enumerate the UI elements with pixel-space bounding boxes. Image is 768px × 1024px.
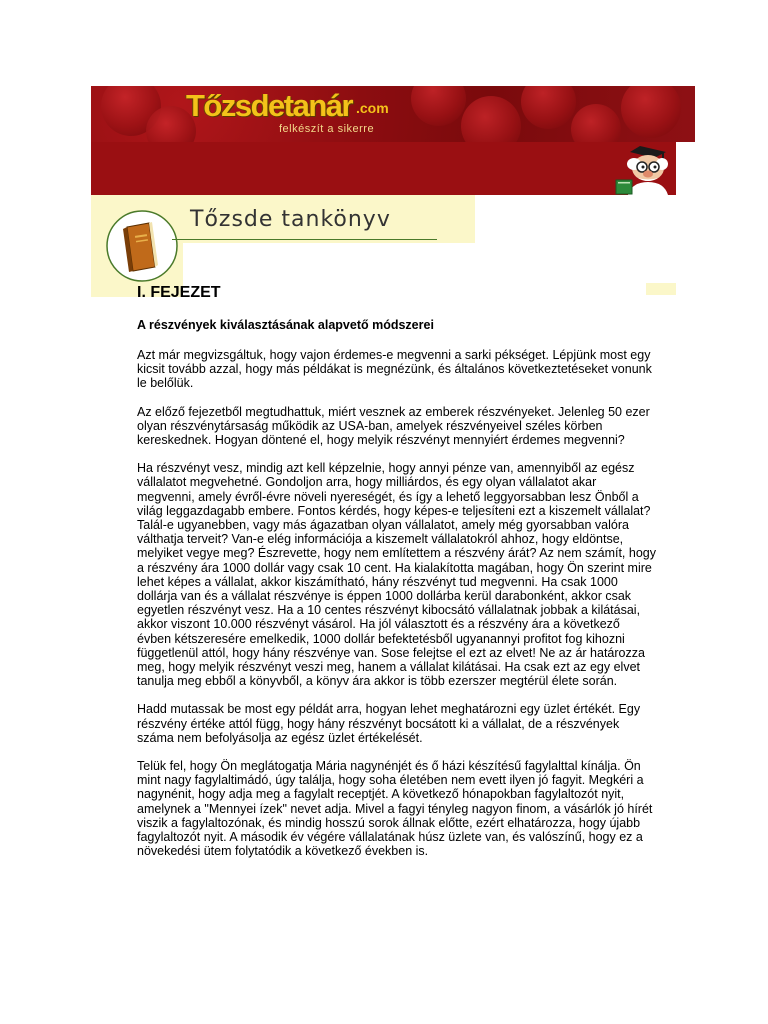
logo-tagline: felkészít a sikerre bbox=[279, 123, 375, 135]
chapter-subtitle: A részvények kiválasztásának alapvető módszerei bbox=[137, 318, 434, 332]
paragraph: Azt már megvizsgáltuk, hogy vajon érdemes-e megvenni a sarki pékséget. Lépjünk most egy kicsit tovább azzal, hogy más példákat is megnézünk, és általános következtetéseket vonunk le belőlük. bbox=[137, 348, 652, 391]
paragraph: Hadd mutassak be most egy példát arra, hogyan lehet meghatározni egy üzlet értékét. Egy részvény értéke attól függ, hogy hány részvényt bocsátott ki a vállalat, de a részvények száma nem befolyásolja az egész üzlet értékelését. bbox=[137, 702, 641, 745]
section-title: Tőzsde tankönyv bbox=[190, 207, 391, 232]
article-content bbox=[137, 282, 657, 859]
logo-main-text: Tőzsdetanár bbox=[186, 88, 353, 123]
title-underline bbox=[183, 239, 437, 240]
professor-mascot-icon bbox=[610, 142, 676, 195]
site-logo[interactable] bbox=[186, 86, 396, 140]
paragraph: Telük fel, hogy Ön meglátogatja Mária nagynénjét és ő házi készítésű fagylalttal kínálja. Ön mint nagy fagylaltimádó, úgy találja, hogy soha életében nem evett ilyen jó fagyit. Megkéri a nagynénit, hogy adja meg a fagylalt receptjét. A következő hónapokban fagylaltozót nyit, amelynek a "Mennyei ízek" nevet adja. Mivel a fagyi tényleg nagyon finom, a vásárlók jó hírét viszik a fagylaltozónak, és mindig hosszú sorok állnak előtte, ezért elhatározza, hogy újabb fagylaltozót nyit. A második év végére vállalatának húsz üzlete van, és valószínű, hogy ez a növekedési ütem folytatódik a következő években is. bbox=[137, 759, 653, 859]
paragraph: Ha részvényt vesz, mindig azt kell képzelnie, hogy annyi pénze van, amennyiből az egész vállalatot megvehetné. Gondoljon arra, hogy milliárdos, és egy olyan vállalatot akar megvenni, amely évről-évre növeli nyereségét, és így a lehető leggyorsabban lesz Önből a világ leggazdagabb embere. Fontos kérdés, hogy képes-e teljesíteni ezt a kiszemelt vállalat? Talál-e ugyanebben, vagy más ágazatban olyan vállalatot, amely még gyorsabban valóra válthatja terveit? Van-e elég információja a kiszemelt vállalatokról ahhoz, hogy eldöntse, melyiket vegye meg? Észrevette, hogy nem említettem a részvény árát? Az nem számít, hogy a részvény ára 1000 dollár vagy csak 10 cent. Ha kialakította magában, hogy Ön szerint mire lehet képes a vállalat, akkor kiszámítható, hány részvényt tud megvenni. Ha csak 1000 dollárja van és a vállalat részvénye is éppen 1000 dollárba kerül darabonként, akkor csak egyetlen részvényt vesz. Ha a 10 centes részvényt kibocsátó vállalatnak jobbak a kilátásai, akkor viszont 10.000 részvényt vásárol. Ha jól választott és a részvény ára a következő évben kétszeresére emelkedik, 1000 dollár befektetésből ugyanannyi profitot fog kihozni függetlenül attól, hogy hány részvénye van. Sose felejtse el ezt az elvet! Ne az ár határozza meg, hogy melyik részvényt veszi meg, hanem a vállalat kilátásai. Ha csak ezt az egy elvet tanulja meg ebből a könyvből, a könyv ára akkor is több ezerszer megtérül élete során. bbox=[137, 461, 656, 689]
paragraph: Az előző fejezetből megtudhattuk, miért vesznek az emberek részvényeket. Jelenleg 50 ezer olyan részvénytársaság működik az USA-ban, amelyek részvényeivel széles körben kereskednek. Hogyan döntené el, hogy melyik részvényt mennyiért érdemes megvenni? bbox=[137, 404, 650, 448]
chapter-heading: I. FEJEZET bbox=[137, 284, 221, 301]
header-banner-lower bbox=[91, 142, 676, 195]
book-icon bbox=[105, 209, 179, 283]
logo-domain-text: .com bbox=[356, 100, 389, 116]
